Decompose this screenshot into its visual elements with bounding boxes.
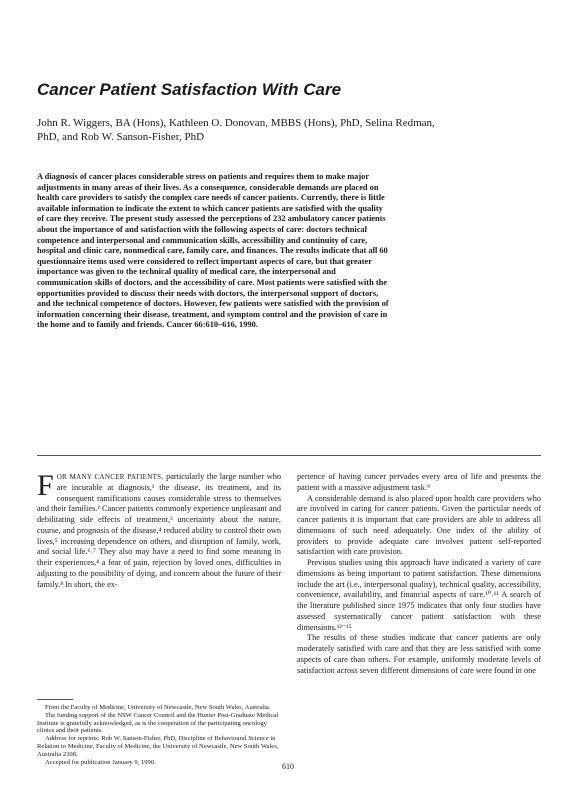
body-column-right: [297, 472, 541, 676]
page-number: 610: [282, 762, 294, 771]
footnotes: [37, 704, 281, 766]
body-column-left: [37, 469, 282, 590]
author-list: John R. Wiggers, BA (Hons), Kathleen O. Donovan, MBBS (Hons), PhD, Selina Redman, PhD, and Rob W. Sanson-Fisher, PhD: [37, 117, 435, 143]
footnote: From the Faculty of Medicine, University of Newcastle, New South Wales, Australia.: [45, 704, 271, 711]
article-title: Cancer Patient Satisfaction With Care: [37, 80, 342, 99]
lead-in-smallcaps: OR MANY CANCER PATIENTS,: [56, 473, 164, 481]
body-paragraph: Previous studies using this approach have indicated a variety of care dimensions as being important to patient satisfaction. These dimensions include the art (i.e., interpersonal quality), technical quality, accessibility, convenience, availability, and financial aspects of care.¹⁰˒¹¹ A search of the literature published since 1975 indicates that only four studies have assessed systematically cancer patient satisfaction with these dimensions.¹²⁻¹⁵: [297, 558, 541, 632]
body-paragraph: The results of these studies indicate that cancer patients are only moderately satisfied with care and that they are less satisfied with some aspects of care than others. For example, uniformly moderate levels of satisfaction across seven different dimensions of care were found in one: [297, 633, 541, 675]
section-divider: [37, 455, 541, 456]
footnote: The funding support of the NSW Cancer Council and the Hunter Post-Graduate Medical Institute is gratefully acknowledged, as is the cooperation of the participating oncology clinics and their patients.: [37, 711, 279, 735]
footnote: Address for reprints: Rob W. Sanson-Fisher, PhD, Discipline of Behavioural Science in Relation to Medicine, Faculty of Medicine, the University of Newcastle, New South Wales, Australia 2308.: [37, 735, 279, 758]
body-text: particularly the large number who are incurable at diagnosis,¹ the disease, its treatment, and its consequent ramifications causes considerable stress to themselves and their families.² Cancer patients commonly experience unpleasant and debilitating side effects of treatment,³ uncertainty about the nature, course, and prognosis of the disease,⁴ reduced ability to control their own lives,⁵ increasing dependence on others, and disruption of family, work, and social life.⁶˒⁷ They also may have a need to find some meaning in their experiences,⁴ a fear of pain, rejection by loved ones, difficulties in adjusting to the possibility of dying, and concern about the future of their family.⁸ In short, the ex-: [37, 472, 282, 589]
body-paragraph: A considerable demand is also placed upon health care providers who are involved in caring for cancer patients. Given the particular needs of cancer patients it is important that care providers are able to address all dimensions of such need adequately. One index of the ability of providers to provide adequate care involves patient self-reported satisfaction with care provision.: [297, 493, 541, 557]
body-paragraph: [37, 469, 282, 590]
drop-cap: F: [37, 469, 54, 502]
abstract: A diagnosis of cancer places considerable stress on patients and requires them to make major adjustments in many areas of their lives. As a consequence, considerable demands are placed on health care providers to satisfy the complex care needs of cancer patients. Currently, there is little available information to indicate the extent to which cancer patients are satisfied with the quality of care they receive. The present study assessed the perceptions of 232 ambulatory cancer patients about the importance of and satisfaction with the following aspects of care: doctors technical competence and interpersonal and communication skills, accessibility and continuity of care, hospital and clinic care, nonmedical care, family care, and finances. The results indicate that all 60 questionnaire items used were considered to reflect important aspects of care, but that greater importance was given to the technical quality of medical care, the interpersonal and communication skills of doctors, and the accessibility of care. Most patients were satisfied with the opportunities provided to discuss their needs with doctors, the interpersonal support of doctors, and the technical competence of doctors. However, few patients were satisfied with the provision of information concerning their disease, treatment, and symptom control and the provision of care in the home and to family and friends. Cancer 66:610–616, 1990.: [37, 172, 389, 330]
footnote-rule: [37, 699, 73, 700]
body-paragraph: perience of having cancer pervades every area of life and presents the patient with a massive adjustment task.⁹: [297, 472, 541, 492]
footnote: Accepted for publication January 9, 1990.: [45, 758, 156, 766]
